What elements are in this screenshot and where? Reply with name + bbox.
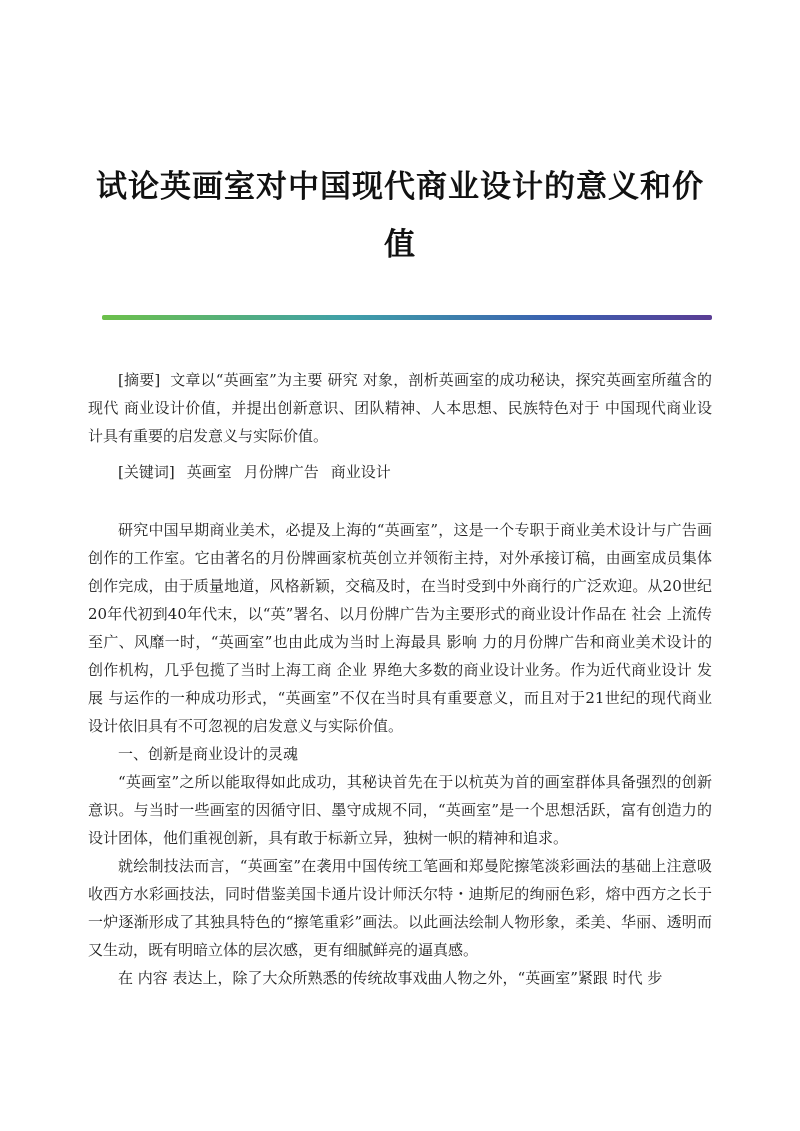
body-paragraph: 就绘制技法而言，“英画室”在袭用中国传统工笔画和郑曼陀擦笔淡彩画法的基础上注意吸收西方水彩画技法，同时借鉴美国卡通片设计师沃尔特・迪斯尼的绚丽色彩，熔中西方之长于一炉逐渐形成了其独具特色的“擦笔重彩”画法。以此画法绘制人物形象，柔美、华丽、透明而又生动，既有明暗立体的层次感，更有细腻鲜亮的逼真感。 [88,857,712,959]
abstract-label: [摘要] [118,371,161,389]
body-paragraph: “英画室”之所以能取得如此成功，其秘诀首先在于以杭英为首的画室群体具备强烈的创新意识。与当时一些画室的因循守旧、墨守成规不同，“英画室”是一个思想活跃，富有创造力的设计团体，他们重视创新，具有敢于标新立异，独树一帜的精神和追求。 [88,773,712,847]
body-paragraph: 研究中国早期商业美术，必提及上海的“英画室”，这是一个专职于商业美术设计与广告画创作的工作室。它由著名的月份牌画家杭英创立并领衔主持，对外承接订稿，由画室成员集体创作完成，由于质量地道，风格新颖，交稿及时，在当时受到中外商行的广泛欢迎。从20世纪20年代初到40年代末，以“英”署名、以月份牌广告为主要形式的商业设计作品在 社会 上流传至广、风靡一时，“英画室”也由此成为当时上海最具 影响 力的月份牌广告和商业美术设计的创作机构，几乎包揽了当时上海工商 企业 界绝大多数的商业设计业务。作为近代商业设计 发展 与运作的一种成功形式，“英画室”不仅在当时具有重要意义，而且对于21世纪的现代商业设计依旧具有不可忽视的启发意义与实际价值。 [88,521,712,735]
abstract-section [88,366,712,450]
keyword-item: 月份牌广告 [243,463,319,481]
keyword-item: 商业设计 [330,463,391,481]
keywords-paragraph [88,458,712,486]
abstract-text: 文章以“英画室”为主要 研究 对象，剖析英画室的成功秘诀，探究英画室所蕴含的 现代 商业设计价值，并提出创新意识、团队精神、人本思想、民族特色对于 中国现代商业设计具有重要的启发意义与实际价值。 [88,371,712,445]
document-title: 试论英画室对中国现代商业设计的意义和价值 [96,169,704,263]
body-paragraph: 在 内容 表达上，除了大众所熟悉的传统故事戏曲人物之外，“英画室”紧跟 时代 步 [118,969,663,987]
abstract-paragraph [88,366,712,450]
keywords-section [88,458,712,486]
title-divider [102,315,712,320]
keyword-item: 英画室 [186,463,232,481]
section-heading: 一、创新是商业设计的灵魂 [118,745,299,763]
article-body [88,516,712,992]
keywords-label: [关键词] [118,463,175,481]
